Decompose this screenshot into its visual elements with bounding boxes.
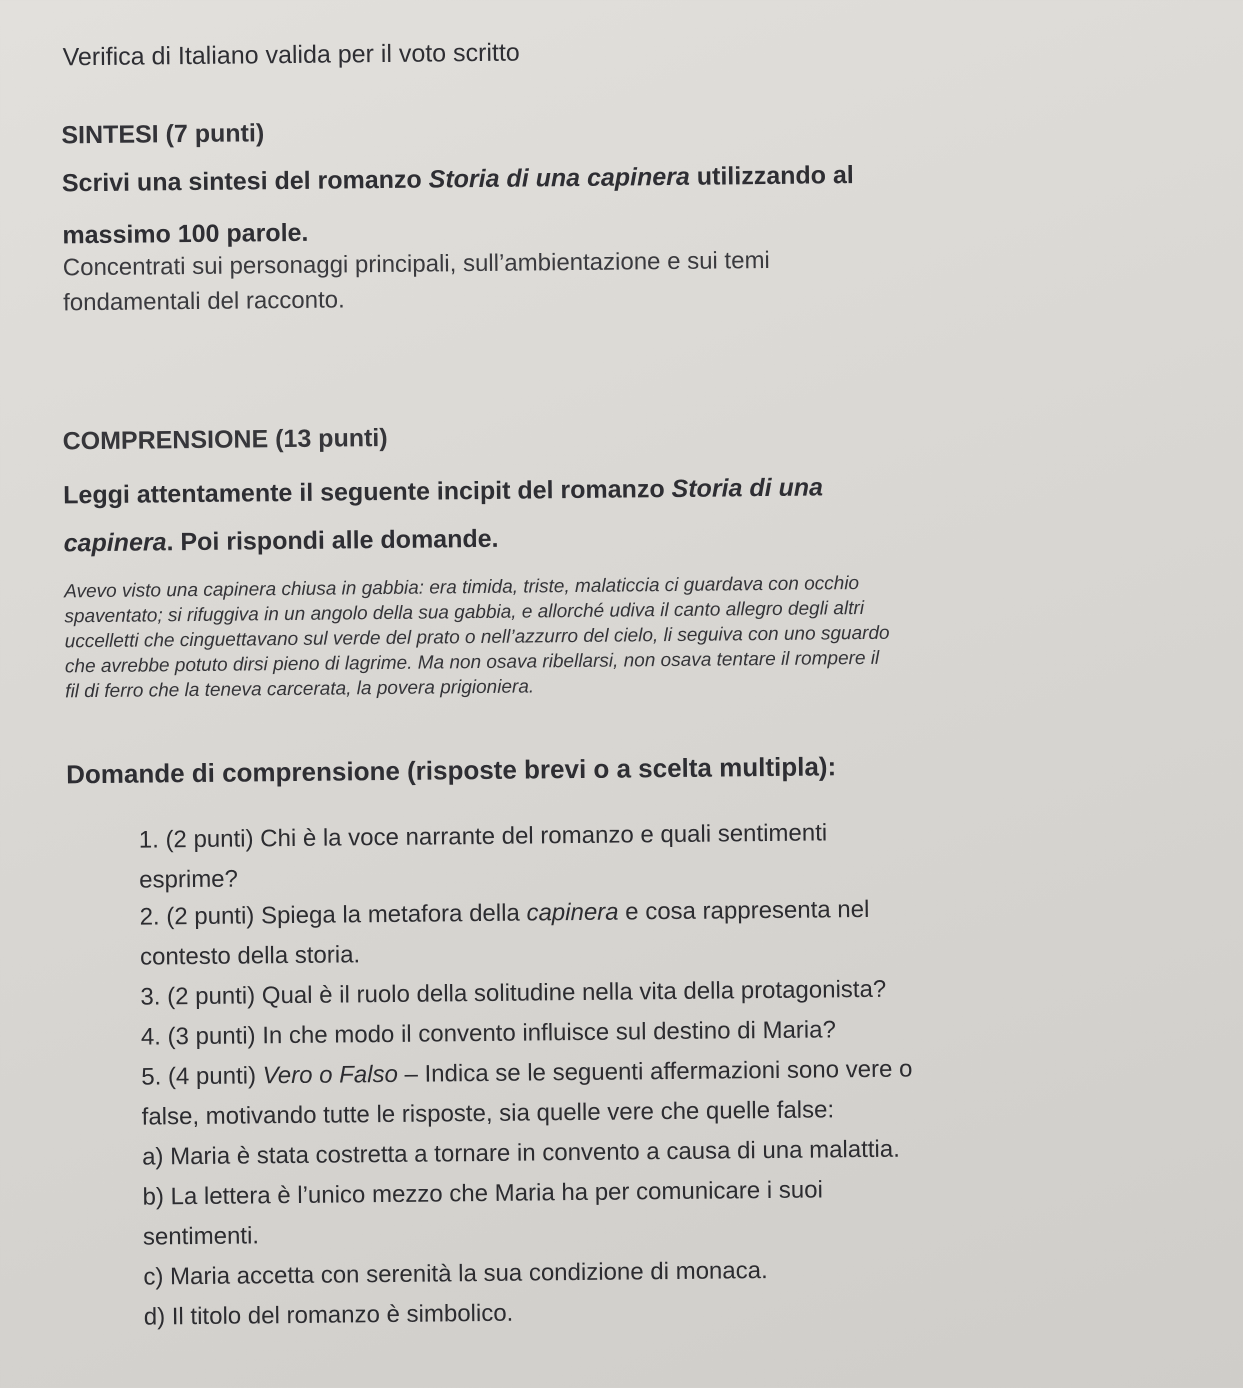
- question-5-text: 5. (4 punti): [141, 1062, 263, 1091]
- excerpt-line: spaventato; si rifuggiva in un angolo della sua gabbia, e allorché udiva il canto allegro degli altri: [64, 597, 865, 628]
- comprensione-intro-text: . Poi rispondi alle domande.: [166, 524, 499, 557]
- question-5-line-2: false, motivando tutte le risposte, sia quelle vere che quelle false:: [141, 1096, 835, 1131]
- question-1-line-1: 1. (2 punti) Chi è la voce narrante del romanzo e quali sentimenti: [138, 819, 828, 854]
- question-5-statement-d: d) Il titolo del romanzo è simbolico.: [143, 1299, 514, 1331]
- excerpt-line: uccelletti che cinguettavano sul verde del prato o nell’azzurro del cielo, li seguiva con uno sguardo: [64, 622, 890, 653]
- sintesi-instruction-text: Scrivi una sintesi del romanzo: [61, 165, 429, 198]
- sintesi-instruction-line-2: massimo 100 parole.: [62, 218, 309, 250]
- comprensione-intro-line-2: [64, 525, 499, 559]
- question-5-line-1: [141, 1056, 912, 1092]
- novel-title: capinera: [63, 528, 167, 558]
- novel-title: Storia di una capinera: [428, 162, 691, 194]
- excerpt-line: Avevo visto una capinera chiusa in gabbia: era timida, triste, malaticcia ci guardava con occhio: [64, 573, 860, 603]
- question-5-text: – Indica se le seguenti affermazioni sono vere o: [397, 1055, 913, 1088]
- question-5-statement-a: a) Maria è stata costretta a tornare in convento a causa di una malattia.: [141, 1135, 900, 1171]
- question-4: 4. (3 punti) In che modo il convento influisce sul destino di Maria?: [140, 1016, 837, 1051]
- sintesi-instruction-text: utilizzando al: [689, 161, 854, 191]
- comprensione-heading: COMPRENSIONE (13 punti): [62, 423, 388, 456]
- question-3: 3. (2 punti) Qual è il ruolo della solitudine nella vita della protagonista?: [140, 975, 887, 1011]
- question-2-text: 2. (2 punti) Spiega la metafora della: [139, 899, 527, 931]
- novel-title: Storia di una: [671, 473, 824, 503]
- page-title: Verifica di Italiano valida per il voto scritto: [62, 38, 520, 72]
- capinera-term: capinera: [526, 898, 619, 927]
- sintesi-focus-line-2: fondamentali del racconto.: [63, 286, 345, 317]
- vero-o-falso-label: Vero o Falso: [262, 1060, 399, 1090]
- question-2-text: e cosa rappresenta nel: [618, 895, 870, 926]
- question-5-statement-c: c) Maria accetta con serenità la sua condizione di monaca.: [143, 1257, 768, 1291]
- domande-heading: Domande di comprensione (risposte brevi o a scelta multipla):: [65, 751, 837, 790]
- sintesi-focus-line-1: Concentrati sui personaggi principali, sull’ambientazione e sui temi: [62, 246, 770, 282]
- excerpt-line: che avrebbe potuto dirsi pieno di lagrime. Ma non osava ribellarsi, non osava tentare il rompere il: [64, 647, 880, 678]
- comprensione-intro-text: Leggi attentamente il seguente incipit del romanzo: [63, 474, 672, 510]
- excerpt-line: fil di ferro che la teneva carcerata, la povera prigioniera.: [65, 676, 535, 703]
- question-1-line-2: esprime?: [139, 865, 239, 894]
- question-2-line-1: [139, 896, 869, 932]
- sintesi-instruction-line-1: [62, 161, 854, 198]
- comprensione-intro-line-1: [63, 473, 823, 510]
- question-2-line-2: contesto della storia.: [139, 941, 361, 971]
- question-5-statement-b-line-2: sentimenti.: [142, 1222, 260, 1251]
- sintesi-heading: SINTESI (7 punti): [61, 119, 265, 150]
- question-5-statement-b-line-1: b) La lettera è l’unico mezzo che Maria ha per comunicare i suoi: [142, 1176, 823, 1211]
